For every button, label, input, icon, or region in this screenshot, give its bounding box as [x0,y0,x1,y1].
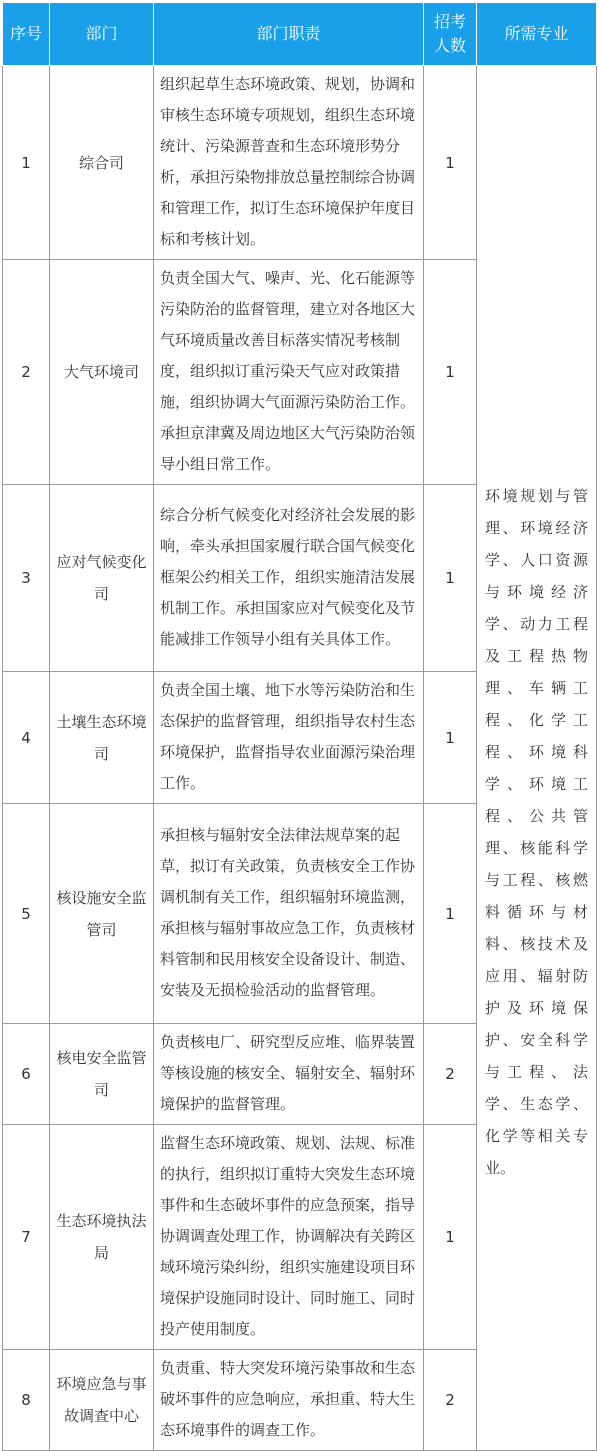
row-index: 1 [3,66,50,260]
row-duties: 负责核电厂、研究型反应堆、临界装置等核设施的核安全、辐射安全、辐射环境保护的监督管理。 [154,1024,424,1125]
row-hires: 2 [424,1350,477,1451]
header-index: 序号 [3,3,50,66]
recruitment-table [2,2,597,1451]
row-duties: 监督生态环境政策、规划、法规、标准的执行，组织拟订重特大突发生态环境事件和生态破坏事件的应急预案，指导协调调查处理工作，协调解决有关跨区域环境污染纠纷，组织实施建设项目环境保护设施同时设计、同时施工、同时投产使用制度。 [154,1125,424,1350]
row-hires: 2 [424,1024,477,1125]
row-index: 3 [3,485,50,672]
header-department: 部门 [50,3,154,66]
row-hires: 1 [424,804,477,1024]
row-hires: 1 [424,1125,477,1350]
row-duties: 组织起草生态环境政策、规划，协调和审核生态环境专项规划，组织生态环境统计、污染源普查和生态环境形势分析，承担污染物排放总量控制综合协调和管理工作，拟订生态环境保护年度目标和考核计划。 [154,66,424,260]
row-index: 5 [3,804,50,1024]
row-index: 6 [3,1024,50,1125]
row-department: 土壤生态环境司 [50,672,154,804]
row-index: 8 [3,1350,50,1451]
row-index: 4 [3,672,50,804]
row-department: 生态环境执法局 [50,1125,154,1350]
row-department: 综合司 [50,66,154,260]
row-department: 核设施安全监管司 [50,804,154,1024]
row-hires: 1 [424,485,477,672]
row-duties: 负责全国土壤、地下水等污染防治和生态保护的监督管理，组织指导农村生态环境保护，监督指导农业面源污染治理工作。 [154,672,424,804]
row-department: 应对气候变化司 [50,485,154,672]
row-index: 2 [3,260,50,485]
row-hires: 1 [424,66,477,260]
row-duties: 负责全国大气、噪声、光、化石能源等污染防治的监督管理，建立对各地区大气环境质量改善目标落实情况考核制度，组织拟订重污染天气应对政策措施，组织协调大气面源污染防治工作。承担京津冀及周边地区大气污染防治领导小组日常工作。 [154,260,424,485]
row-department: 环境应急与事故调查中心 [50,1350,154,1451]
header-hires [424,3,477,66]
row-duties: 综合分析气候变化对经济社会发展的影响，牵头承担国家履行联合国气候变化框架公约相关工作，组织实施清洁发展机制工作。承担国家应对气候变化及节能减排工作领导小组有关具体工作。 [154,485,424,672]
row-hires: 1 [424,260,477,485]
header-majors: 所需专业 [477,3,597,66]
row-department: 大气环境司 [50,260,154,485]
majors-text: 环境规划与管理、环境经济学、人口资源与环境经济学、动力工程及工程热物理、车辆工程、化学工程、环境科学、环境工程、公共管理、核能科学与工程、核燃料循环与材料、核技术及应用、辐射防护及环境保护、安全科学与工程、法学、生态学、化学等相关专业。 [485,487,588,1177]
table-header-row [3,3,597,66]
header-hires-label: 招考人数 [434,12,467,55]
row-department: 核电安全监管司 [50,1024,154,1125]
table-row [3,66,597,260]
row-hires: 1 [424,672,477,804]
majors-cell [477,66,597,1451]
row-duties: 承担核与辐射安全法律法规草案的起草，拟订有关政策，负责核安全工作协调机制有关工作，组织辐射环境监测，承担核与辐射事故应急工作，负责核材料管制和民用核安全设备设计、制造、安装及无损检验活动的监督管理。 [154,804,424,1024]
row-index: 7 [3,1125,50,1350]
row-duties: 负责重、特大突发环境污染事故和生态破坏事件的应急响应，承担重、特大生态环境事件的调查工作。 [154,1350,424,1451]
header-duties: 部门职责 [154,3,424,66]
